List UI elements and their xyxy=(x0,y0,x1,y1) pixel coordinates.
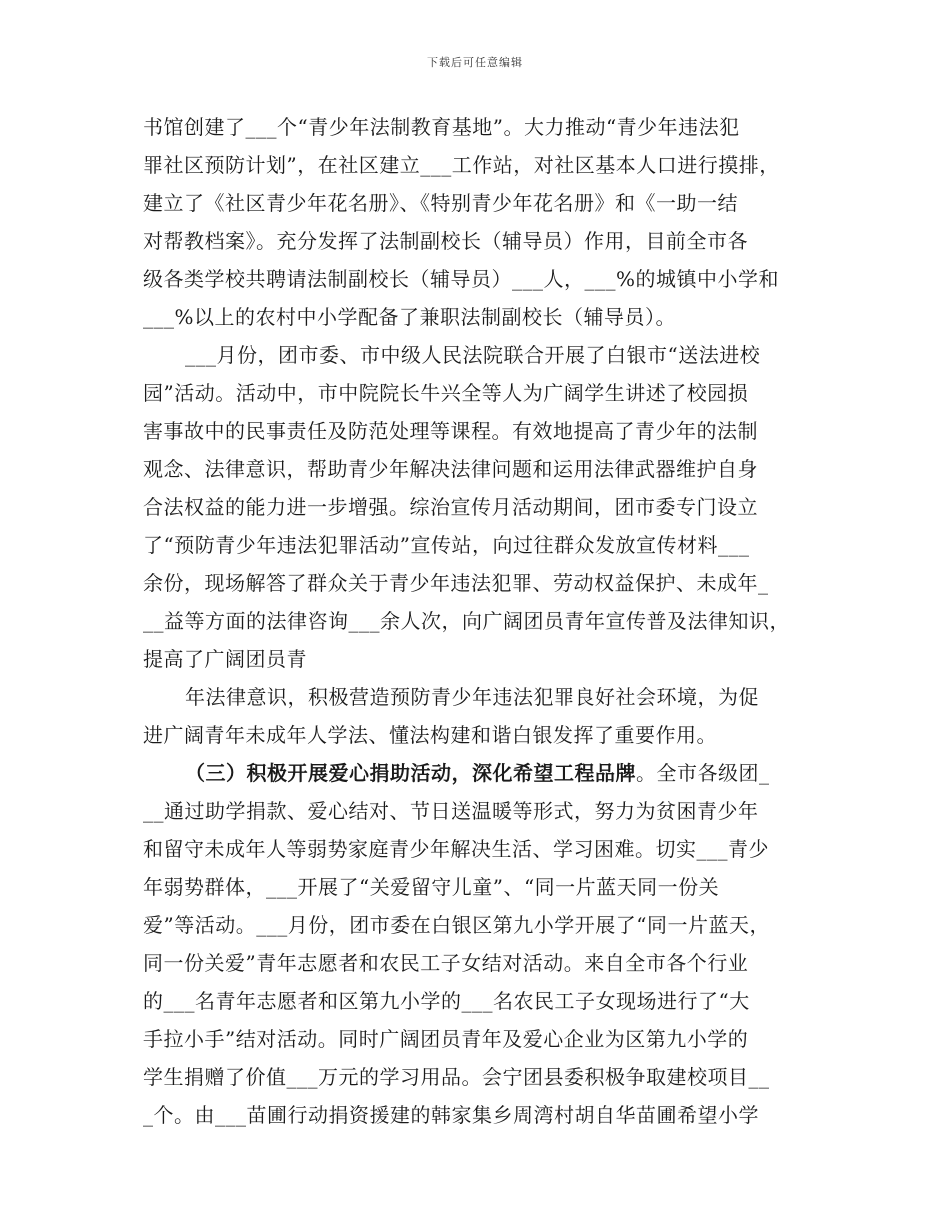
text-line-14: __益等方面的法律咨询___余人次，向广阔团员青年宣传普及法律知识， xyxy=(143,609,790,633)
section-heading: （三）积极开展爱心捐助活动，深化希望工程品牌 xyxy=(185,761,636,785)
text-line-13: 余份，现场解答了群众关于青少年违法犯罪、劳动权益保护、未成年_ xyxy=(143,571,769,595)
text-line-3: 建立了《社区青少年花名册》、《特别青少年花名册》和《一助一结 xyxy=(143,191,738,215)
text-line-23: 同一份关爱”青年志愿者和农民工子女结对活动。来自全市各个行业 xyxy=(143,951,749,975)
text-line-8: 园”活动。活动中，市中院院长牛兴全等人为广阔学生讲述了校园损 xyxy=(143,381,749,405)
page-header-note: 下载后可任意编辑 xyxy=(427,56,523,69)
text-line-15: 提高了广阔团员青 xyxy=(143,647,307,671)
text-line-25: 手拉小手”结对活动。同时广阔团员青年及爱心企业为区第九小学的 xyxy=(143,1027,749,1051)
text-line-26: 学生捐赠了价值___万元的学习用品。会宁团县委积极争取建校项目__ xyxy=(143,1065,770,1089)
text-line-27: _个。由___苗圃行动捐资援建的韩家集乡周湾村胡自华苗圃希望小学 xyxy=(143,1103,759,1127)
section-heading-tail: 。全市各级团_ xyxy=(636,761,770,785)
text-line-20: 和留守未成年人等弱势家庭青少年解决生活、学习困难。切实___青少 xyxy=(143,837,769,861)
text-line-17: 进广阔青年未成年人学法、懂法构建和谐白银发挥了重要作用。 xyxy=(143,723,717,747)
text-line-5: 级各类学校共聘请法制副校长（辅导员）___人，___%的城镇中小学和 xyxy=(143,267,780,291)
text-line-4: 对帮教档案》。充分发挥了法制副校长（辅导员）作用，目前全市各 xyxy=(143,229,748,253)
text-line-24: 的___名青年志愿者和区第九小学的___名农民工子女现场进行了“大 xyxy=(143,989,750,1013)
text-line-19: __通过助学捐款、爱心结对、节日送温暖等形式，努力为贫困青少年 xyxy=(143,799,759,823)
text-line-21: 年弱势群体，___开展了“关爱留守儿童”、“同一片蓝天同一份关 xyxy=(143,875,720,899)
text-line-2: 罪社区预防计划”，在社区建立___工作站，对社区基本人口进行摸排， xyxy=(143,153,780,177)
text-line-11: 合法权益的能力进一步增强。综治宣传月活动期间，团市委专门设立 xyxy=(143,495,758,519)
text-line-18 xyxy=(143,754,823,792)
text-line-12: 了“预防青少年违法犯罪活动”宣传站，向过往群众发放宣传材料___ xyxy=(143,533,750,557)
text-line-6: ___%以上的农村中小学配备了兼职法制副校长（辅导员）。 xyxy=(143,305,677,329)
text-line-1: 书馆创建了___个“青少年法制教育基地”。大力推动“青少年违法犯 xyxy=(143,115,740,139)
text-line-22: 爱”等活动。___月份，团市委在白银区第九小学开展了“同一片蓝天， xyxy=(143,913,770,937)
text-line-7: ___月份，团市委、市中级人民法院联合开展了白银市“送法进校 xyxy=(185,343,761,367)
document-body xyxy=(143,108,823,1134)
text-line-9: 害事故中的民事责任及防范处理等课程。有效地提高了青少年的法制 xyxy=(143,419,758,443)
text-line-10: 观念、法律意识，帮助青少年解决法律问题和运用法律武器维护自身 xyxy=(143,457,758,481)
text-line-16: 年法律意识，积极营造预防青少年违法犯罪良好社会环境，为促 xyxy=(185,685,759,709)
